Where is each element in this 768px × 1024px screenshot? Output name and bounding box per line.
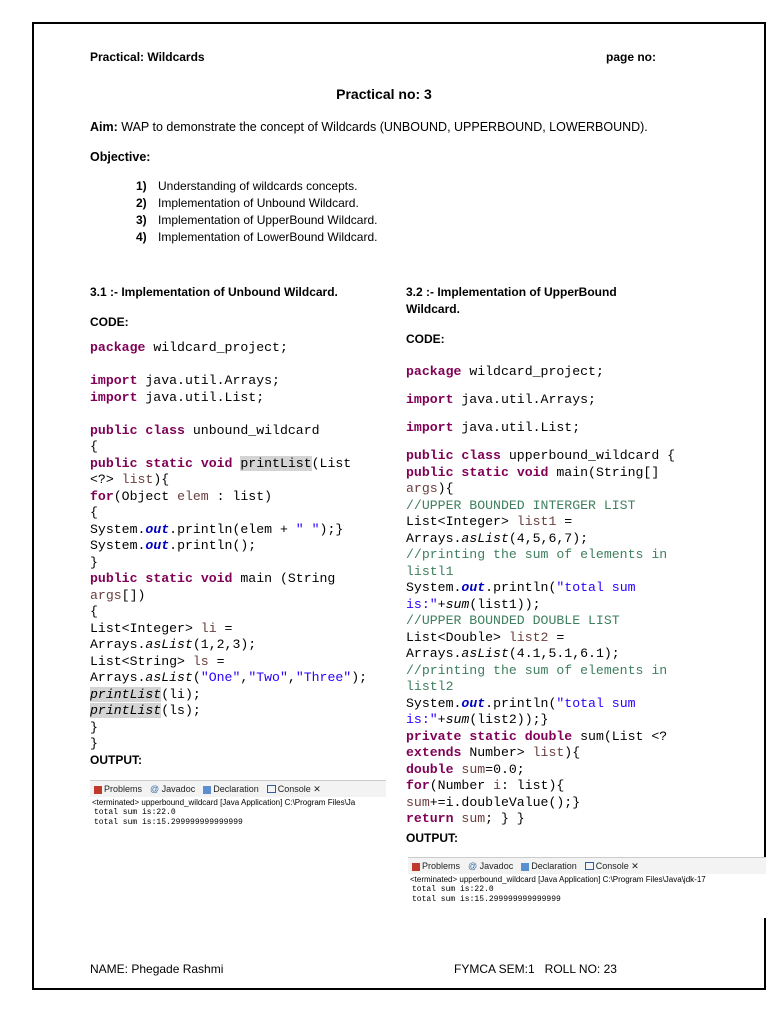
right-console-tabs <box>408 858 766 874</box>
left-console-line: total sum is:15.299999999999999 <box>94 818 243 827</box>
declaration-icon <box>521 863 529 871</box>
right-output-label: OUTPUT: <box>406 831 458 845</box>
tab-console[interactable]: Console ✕ <box>585 861 639 872</box>
tab-javadoc[interactable]: @ Javadoc <box>468 861 514 871</box>
aim-line <box>90 120 648 134</box>
right-console-line: total sum is:15.299999999999999 <box>412 895 561 904</box>
tab-declaration[interactable]: Declaration <box>521 861 577 871</box>
left-console-line: total sum is:22.0 <box>94 808 176 817</box>
tab-problems[interactable]: Problems <box>94 784 142 794</box>
console-icon <box>585 862 594 870</box>
declaration-icon <box>203 786 211 794</box>
console-icon <box>267 785 276 793</box>
close-icon[interactable]: ✕ <box>313 783 321 794</box>
right-code-label: CODE: <box>406 332 445 346</box>
close-icon[interactable]: ✕ <box>631 860 639 871</box>
footer-class-roll: FYMCA SEM:1 ROLL NO: 23 <box>454 962 617 976</box>
section-3-2-heading-line2: Wildcard. <box>406 302 460 316</box>
upperbound-code-block: public class upperbound_wildcard { public static void main(String[] args){ //UPPER BOUNDED INTERGER LIST List<Integer> list1 = Arrays.asList(4,5,6,7); //printing the sum of elements in listl1 System.out.println("total sum is:"+sum(list1)); //UPPER BOUNDED DOUBLE LIST List<Double> list2 = Arrays.asList(4.1,5.1,6.1); //printing the sum of elements in listl2 System.out.println("total sum is:"+sum(list2));} private static double sum(List <? extends Number> list){ double sum=0.0; for(Number i: list){ sum+=i.doubleValue();} return sum; } } <box>406 448 676 826</box>
header-page-no: page no: <box>606 50 656 64</box>
problems-icon <box>94 786 102 794</box>
right-console-terminated: <terminated> upperbound_wildcard [Java Application] C:\Program Files\Java\jdk-17 <box>410 875 706 884</box>
tab-console[interactable]: Console ✕ <box>267 784 321 795</box>
problems-icon <box>412 863 420 871</box>
left-output-label: OUTPUT: <box>90 753 142 767</box>
left-console-terminated: <terminated> upperbound_wildcard [Java Application] C:\Program Files\Ja <box>92 798 356 807</box>
footer-name: NAME: Phegade Rashmi <box>90 962 224 976</box>
section-3-2-heading-line1: 3.2 :- Implementation of UpperBound <box>406 285 617 299</box>
page-title: Practical no: 3 <box>336 86 432 102</box>
objective-item: 4) Implementation of LowerBound Wildcard. <box>136 230 378 244</box>
right-console-panel <box>408 857 766 918</box>
tab-declaration[interactable]: Declaration <box>203 784 259 794</box>
tab-javadoc[interactable]: @ Javadoc <box>150 784 196 794</box>
aim-label: Aim: <box>90 120 118 134</box>
tab-problems[interactable]: Problems <box>412 861 460 871</box>
left-console-panel <box>90 780 386 841</box>
objective-item: 2) Implementation of Unbound Wildcard. <box>136 196 359 210</box>
aim-text: WAP to demonstrate the concept of Wildcards (UNBOUND, UPPERBOUND, LOWERBOUND). <box>117 120 648 134</box>
left-code-label: CODE: <box>90 315 129 329</box>
header-practical: Practical: Wildcards <box>90 50 205 64</box>
section-3-1-heading: 3.1 :- Implementation of Unbound Wildcard. <box>90 285 338 299</box>
objective-list <box>136 178 377 246</box>
left-console-tabs <box>90 781 386 797</box>
objective-label: Objective: <box>90 150 151 164</box>
upperbound-code-header: package wildcard_project; import java.util.Arrays; import java.util.List; <box>406 364 604 435</box>
unbound-code-block: package wildcard_project; import java.util.Arrays; import java.util.List; public class unbound_wildcard { public static void printList(List <?> list){ for(Object elem : list) { System.out.println(elem + " ");} System.out.println(); } public static void main (String args[]) { List<Integer> li = Arrays.asList(1,2,3); List<String> ls = Arrays.asList("One","Two","Three"); printList(li); printList(ls); } } <box>90 340 368 751</box>
right-console-line: total sum is:22.0 <box>412 885 494 894</box>
objective-item: 3) Implementation of UpperBound Wildcard. <box>136 213 378 227</box>
at-icon: @ <box>468 861 478 871</box>
at-icon: @ <box>150 784 160 794</box>
objective-item: 1) Understanding of wildcards concepts. <box>136 179 358 193</box>
